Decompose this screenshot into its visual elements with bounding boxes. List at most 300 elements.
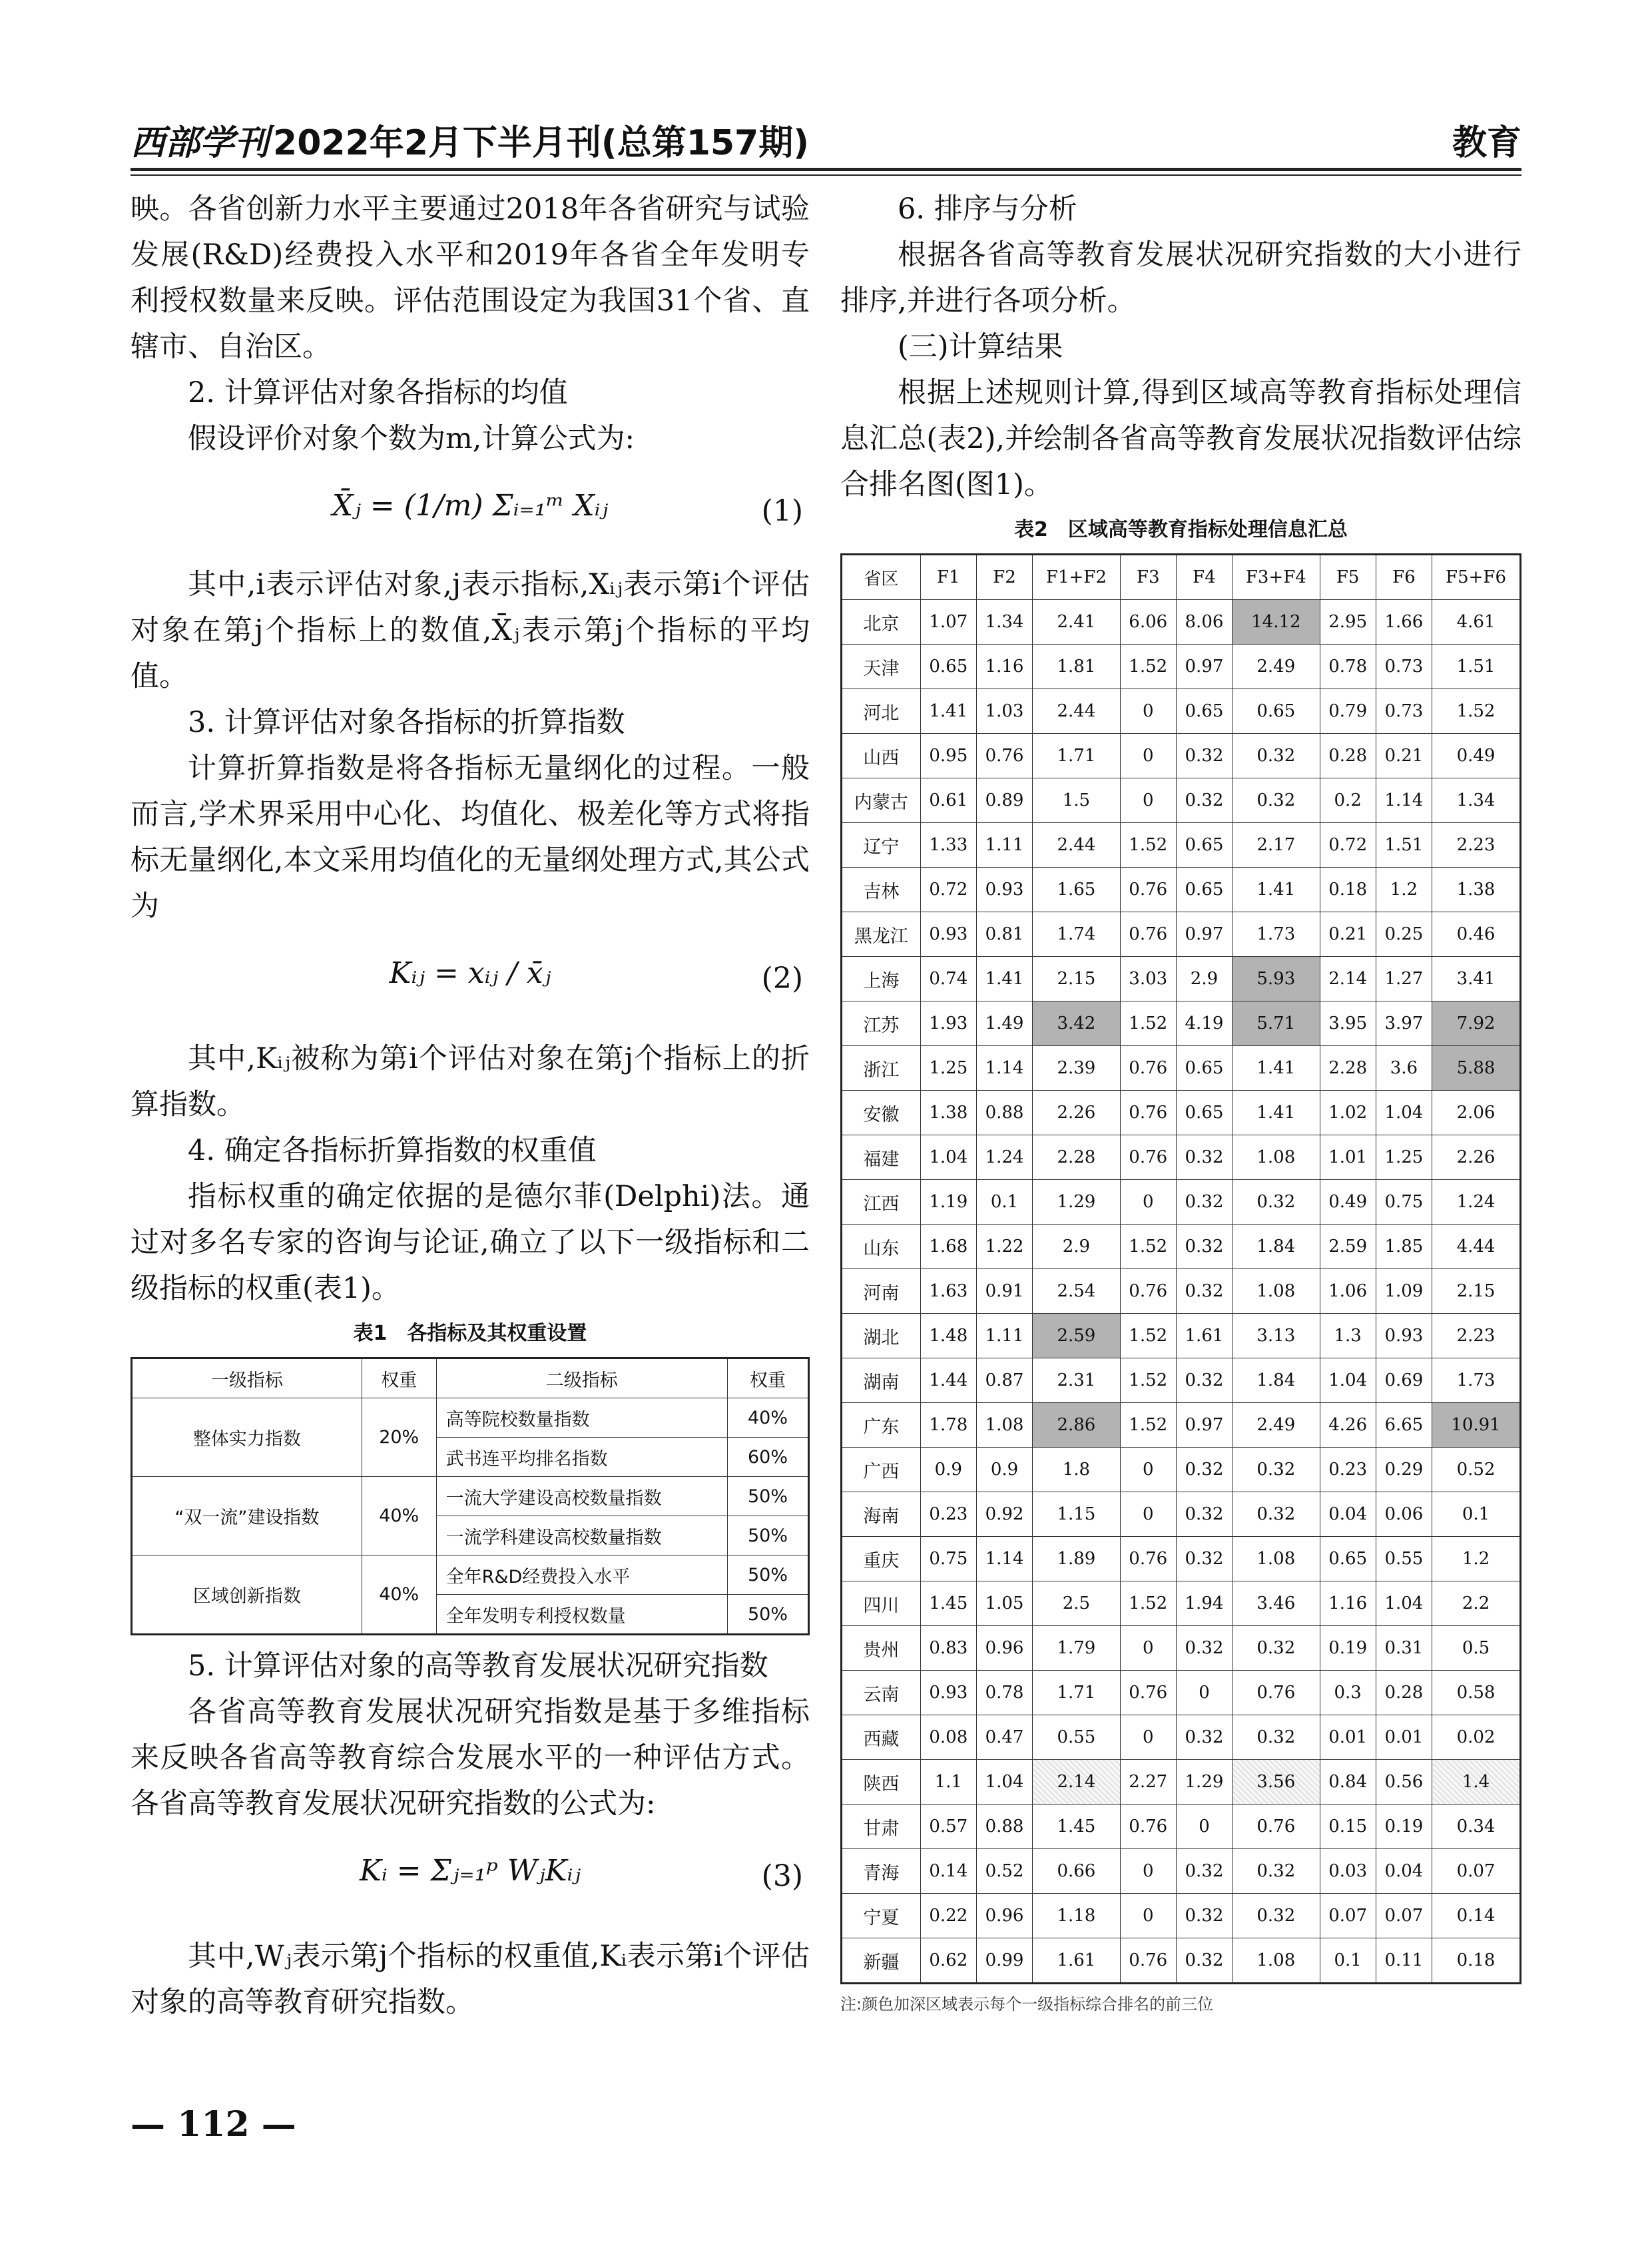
value-cell: 2.44 [1033, 689, 1121, 734]
value-cell: 0.34 [1432, 1805, 1521, 1849]
page-number: — 112 — [131, 2104, 296, 2145]
value-cell: 0.49 [1432, 734, 1521, 778]
column-header: F1+F2 [1033, 555, 1121, 600]
value-cell: 1.41 [1233, 1046, 1320, 1091]
paragraph: 计算折算指数是将各指标无量纲化的过程。一般而言,学术界采用中心化、均值化、极差化等方式将指标无量纲化,本文采用均值化的无量纲处理方式,其公式为 [131, 752, 810, 923]
value-cell: 0.93 [920, 1671, 976, 1715]
table-row [842, 1314, 1521, 1358]
table-row [842, 957, 1521, 1001]
value-cell: 3.03 [1120, 957, 1176, 1001]
value-cell: 1.52 [1120, 1314, 1176, 1358]
section-label: 教育 [1452, 123, 1521, 163]
value-cell: 0.22 [920, 1894, 976, 1938]
value-cell: 7.92 [1432, 1001, 1521, 1046]
column-header: F2 [976, 555, 1032, 600]
value-cell: 1.84 [1233, 1225, 1320, 1269]
primary-weight: 20% [362, 1398, 436, 1477]
table2-body [842, 600, 1521, 1984]
value-cell: 1.71 [1033, 1671, 1121, 1715]
primary-weight: 40% [362, 1477, 436, 1555]
value-cell: 1.09 [1376, 1269, 1432, 1314]
journal-issue [131, 115, 809, 164]
value-cell: 0.61 [920, 778, 976, 823]
value-cell: 0.76 [1120, 1135, 1176, 1180]
table-row [842, 1626, 1521, 1671]
value-cell: 0.75 [1376, 1180, 1432, 1225]
value-cell: 1.22 [976, 1225, 1032, 1269]
value-cell: 0.76 [1233, 1671, 1320, 1715]
value-cell: 1.34 [976, 600, 1032, 645]
column-header: F5+F6 [1432, 555, 1521, 600]
table-row [842, 1671, 1521, 1715]
value-cell: 1.14 [976, 1046, 1032, 1091]
table-row [842, 1715, 1521, 1760]
value-cell: 3.97 [1376, 1001, 1432, 1046]
table-row [842, 1225, 1521, 1269]
value-cell: 4.26 [1320, 1403, 1376, 1448]
value-cell: 1.8 [1033, 1448, 1121, 1492]
value-cell: 1.41 [1233, 1091, 1320, 1135]
table-row [842, 1403, 1521, 1448]
value-cell: 0.96 [976, 1626, 1032, 1671]
value-cell: 0.81 [976, 912, 1032, 957]
value-cell: 0.32 [1176, 1626, 1232, 1671]
value-cell: 1.52 [1120, 645, 1176, 689]
value-cell: 1.33 [920, 823, 976, 868]
value-cell: 1.79 [1033, 1626, 1121, 1671]
province-cell: 新疆 [842, 1938, 921, 1984]
value-cell: 0.18 [1320, 868, 1376, 912]
value-cell: 2.14 [1033, 1760, 1121, 1805]
value-cell: 0.65 [1176, 1046, 1232, 1091]
province-cell: 上海 [842, 957, 921, 1001]
value-cell: 0.96 [976, 1894, 1032, 1938]
value-cell: 0.72 [920, 868, 976, 912]
value-cell: 0.11 [1376, 1938, 1432, 1984]
value-cell: 1.71 [1033, 734, 1121, 778]
value-cell: 1.04 [976, 1760, 1032, 1805]
value-cell: 2.26 [1432, 1135, 1521, 1180]
value-cell: 3.6 [1376, 1046, 1432, 1091]
value-cell: 0.65 [1320, 1537, 1376, 1581]
value-cell: 0.66 [1033, 1849, 1121, 1894]
section-heading: 6. 排序与分析 [898, 192, 1077, 226]
value-cell: 0.76 [1120, 1805, 1176, 1849]
value-cell: 1.73 [1432, 1358, 1521, 1403]
province-cell: 海南 [842, 1492, 921, 1537]
value-cell: 2.59 [1320, 1225, 1376, 1269]
value-cell: 0.04 [1320, 1492, 1376, 1537]
value-cell: 0.46 [1432, 912, 1521, 957]
value-cell: 1.51 [1432, 645, 1521, 689]
value-cell: 1.29 [1176, 1760, 1232, 1805]
secondary-weight: 50% [727, 1477, 808, 1516]
value-cell: 1.38 [920, 1091, 976, 1135]
column-header: F6 [1376, 555, 1432, 600]
value-cell: 0 [1176, 1805, 1232, 1849]
value-cell: 3.41 [1432, 957, 1521, 1001]
value-cell: 1.52 [1120, 1001, 1176, 1046]
value-cell: 1.16 [976, 645, 1032, 689]
value-cell: 2.95 [1320, 600, 1376, 645]
value-cell: 0.2 [1320, 778, 1376, 823]
value-cell: 0.89 [976, 778, 1032, 823]
header-rule-thin [131, 174, 1521, 176]
value-cell: 1.08 [1233, 1135, 1320, 1180]
value-cell: 0.07 [1376, 1894, 1432, 1938]
value-cell: 0.32 [1233, 1492, 1320, 1537]
table-header-row [132, 1358, 809, 1398]
header-rule [131, 168, 1521, 171]
value-cell: 2.28 [1033, 1135, 1121, 1180]
paragraph: 根据上述规则计算,得到区域高等教育指标处理信息汇总(表2),并绘制各省高等教育发展状况指数评估综合排名图(图1)。 [840, 376, 1521, 501]
value-cell: 0.32 [1176, 1225, 1232, 1269]
value-cell: 6.65 [1376, 1403, 1432, 1448]
table-row [132, 1398, 809, 1438]
value-cell: 0.56 [1376, 1760, 1432, 1805]
province-cell: 黑龙江 [842, 912, 921, 957]
left-column [131, 186, 810, 2026]
table-row [842, 1046, 1521, 1091]
value-cell: 0.1 [1320, 1938, 1376, 1984]
value-cell: 0.32 [1176, 734, 1232, 778]
value-cell: 0.9 [976, 1448, 1032, 1492]
table-row [842, 600, 1521, 645]
value-cell: 3.56 [1233, 1760, 1320, 1805]
table-row [132, 1477, 809, 1516]
value-cell: 0.21 [1376, 734, 1432, 778]
table-row [842, 1358, 1521, 1403]
value-cell: 0.65 [1176, 823, 1232, 868]
value-cell: 0.76 [1120, 1938, 1176, 1984]
table-row [842, 1001, 1521, 1046]
value-cell: 1.65 [1033, 868, 1121, 912]
table-row [842, 778, 1521, 823]
table-row [842, 645, 1521, 689]
province-cell: 重庆 [842, 1537, 921, 1581]
value-cell: 1.15 [1033, 1492, 1121, 1537]
table-row [842, 868, 1521, 912]
value-cell: 0.32 [1176, 1492, 1232, 1537]
value-cell: 1.29 [1033, 1180, 1121, 1225]
province-cell: 浙江 [842, 1046, 921, 1091]
value-cell: 2.23 [1432, 823, 1521, 868]
province-cell: 江苏 [842, 1001, 921, 1046]
value-cell: 0.15 [1320, 1805, 1376, 1849]
value-cell: 1.4 [1432, 1760, 1521, 1805]
value-cell: 2.39 [1033, 1046, 1121, 1091]
secondary-indicator: 高等院校数量指数 [436, 1398, 727, 1438]
value-cell: 0 [1120, 1626, 1176, 1671]
value-cell: 0.55 [1376, 1537, 1432, 1581]
province-cell: 云南 [842, 1671, 921, 1715]
value-cell: 0 [1120, 1849, 1176, 1894]
value-cell: 1.24 [1432, 1180, 1521, 1225]
value-cell: 0.18 [1432, 1938, 1521, 1984]
formula-number: (1) [761, 494, 803, 528]
paragraph: 假设评价对象个数为m,计算公式为: [188, 422, 635, 455]
table-row [842, 1180, 1521, 1225]
value-cell: 1.05 [976, 1581, 1032, 1626]
value-cell: 1.25 [1376, 1135, 1432, 1180]
value-cell: 0.19 [1320, 1626, 1376, 1671]
province-cell: 辽宁 [842, 823, 921, 868]
value-cell: 0.76 [1120, 1671, 1176, 1715]
province-cell: 福建 [842, 1135, 921, 1180]
table-row [842, 1849, 1521, 1894]
value-cell: 1.51 [1376, 823, 1432, 868]
value-cell: 0.31 [1376, 1626, 1432, 1671]
value-cell: 3.95 [1320, 1001, 1376, 1046]
value-cell: 2.17 [1233, 823, 1320, 868]
value-cell: 0.28 [1320, 734, 1376, 778]
province-cell: 内蒙古 [842, 778, 921, 823]
value-cell: 0.95 [920, 734, 976, 778]
value-cell: 0.97 [1176, 1403, 1232, 1448]
value-cell: 0.1 [1432, 1492, 1521, 1537]
province-cell: 山东 [842, 1225, 921, 1269]
value-cell: 1.2 [1376, 868, 1432, 912]
value-cell: 0.57 [920, 1805, 976, 1849]
table-row [842, 1091, 1521, 1135]
value-cell: 0.78 [1320, 645, 1376, 689]
secondary-weight: 50% [727, 1595, 808, 1635]
secondary-indicator: 全年R&D经费投入水平 [436, 1555, 727, 1595]
paragraph: 其中,Wⱼ表示第j个指标的权重值,Kᵢ表示第i个评估对象的高等教育研究指数。 [131, 1940, 810, 2019]
value-cell: 0.87 [976, 1358, 1032, 1403]
value-cell: 0.74 [920, 957, 976, 1001]
value-cell: 0.76 [1120, 1046, 1176, 1091]
value-cell: 1.08 [976, 1403, 1032, 1448]
value-cell: 1.3 [1320, 1314, 1376, 1358]
value-cell: 0.32 [1176, 1180, 1232, 1225]
value-cell: 0.49 [1320, 1180, 1376, 1225]
value-cell: 0 [1176, 1671, 1232, 1715]
value-cell: 0.65 [1233, 689, 1320, 734]
value-cell: 0.03 [1320, 1849, 1376, 1894]
value-cell: 0.19 [1376, 1805, 1432, 1849]
province-cell: 山西 [842, 734, 921, 778]
value-cell: 0.99 [976, 1938, 1032, 1984]
value-cell: 0.29 [1376, 1448, 1432, 1492]
value-cell: 4.19 [1176, 1001, 1232, 1046]
province-cell: 安徽 [842, 1091, 921, 1135]
column-header: F1 [920, 555, 976, 600]
value-cell: 0.83 [920, 1626, 976, 1671]
value-cell: 1.11 [976, 823, 1032, 868]
value-cell: 1.45 [1033, 1805, 1121, 1849]
column-header: F4 [1176, 555, 1232, 600]
table-row [842, 1894, 1521, 1938]
value-cell: 1.52 [1120, 823, 1176, 868]
section-heading: 2. 计算评估对象各指标的均值 [188, 376, 568, 410]
value-cell: 1.81 [1033, 645, 1121, 689]
value-cell: 0.07 [1432, 1849, 1521, 1894]
value-cell: 0.32 [1233, 1849, 1320, 1894]
column-header: 一级指标 [132, 1358, 362, 1398]
value-cell: 2.06 [1432, 1091, 1521, 1135]
value-cell: 8.06 [1176, 600, 1232, 645]
value-cell: 0.14 [920, 1849, 976, 1894]
value-cell: 0.3 [1320, 1671, 1376, 1715]
table-row [842, 1492, 1521, 1537]
value-cell: 1.44 [920, 1358, 976, 1403]
table1 [131, 1357, 810, 1635]
value-cell: 0.04 [1376, 1849, 1432, 1894]
value-cell: 1.93 [920, 1001, 976, 1046]
value-cell: 0.65 [1176, 1091, 1232, 1135]
column-header: F3+F4 [1233, 555, 1320, 600]
value-cell: 2.86 [1033, 1403, 1121, 1448]
province-cell: 河北 [842, 689, 921, 734]
value-cell: 0.32 [1233, 1180, 1320, 1225]
value-cell: 1.01 [1320, 1135, 1376, 1180]
value-cell: 2.49 [1233, 1403, 1320, 1448]
value-cell: 0.01 [1376, 1715, 1432, 1760]
value-cell: 0.97 [1176, 645, 1232, 689]
value-cell: 1.25 [920, 1046, 976, 1091]
value-cell: 2.31 [1033, 1358, 1121, 1403]
table-row [842, 1805, 1521, 1849]
value-cell: 0.32 [1233, 1626, 1320, 1671]
value-cell: 0 [1120, 1894, 1176, 1938]
value-cell: 2.44 [1033, 823, 1121, 868]
value-cell: 14.12 [1233, 600, 1320, 645]
value-cell: 0.69 [1376, 1358, 1432, 1403]
value-cell: 2.9 [1033, 1225, 1121, 1269]
value-cell: 1.66 [1376, 600, 1432, 645]
value-cell: 1.19 [920, 1180, 976, 1225]
value-cell: 0.23 [1320, 1448, 1376, 1492]
journal-logo: 西部学刊 [131, 123, 270, 163]
formula-expression: Kᵢⱼ = xᵢⱼ / x̄ⱼ [389, 956, 551, 990]
value-cell: 0.32 [1176, 1537, 1232, 1581]
table-header-row [842, 555, 1521, 600]
value-cell: 2.49 [1233, 645, 1320, 689]
secondary-indicator: 一流大学建设高校数量指数 [436, 1477, 727, 1516]
table-row [842, 734, 1521, 778]
value-cell: 1.14 [1376, 778, 1432, 823]
value-cell: 1.27 [1376, 957, 1432, 1001]
value-cell: 0.02 [1432, 1715, 1521, 1760]
table-row [842, 1581, 1521, 1626]
province-cell: 江西 [842, 1180, 921, 1225]
value-cell: 1.78 [920, 1403, 976, 1448]
primary-indicator: 整体实力指数 [132, 1398, 362, 1477]
section-heading: 3. 计算评估对象各指标的折算指数 [188, 706, 625, 739]
value-cell: 0.76 [1120, 868, 1176, 912]
paragraph: 各省高等教育发展状况研究指数是基于多维指标来反映各省高等教育综合发展水平的一种评估方式。各省高等教育发展状况研究指数的公式为: [131, 1695, 810, 1821]
secondary-indicator: 全年发明专利授权数量 [436, 1595, 727, 1635]
paragraph: 映。各省创新力水平主要通过2018年各省研究与试验发展(R&D)经费投入水平和2019年各省全年发明专利授权数量来反映。评估范围设定为我国31个省、直辖市、自治区。 [131, 192, 810, 364]
value-cell: 1.04 [1320, 1358, 1376, 1403]
value-cell: 0.14 [1432, 1894, 1521, 1938]
value-cell: 0.76 [1120, 1269, 1176, 1314]
value-cell: 1.52 [1120, 1225, 1176, 1269]
value-cell: 0.75 [920, 1537, 976, 1581]
value-cell: 10.91 [1432, 1403, 1521, 1448]
value-cell: 0.32 [1233, 1715, 1320, 1760]
value-cell: 5.71 [1233, 1001, 1320, 1046]
value-cell: 0.32 [1233, 1894, 1320, 1938]
table-row [842, 1448, 1521, 1492]
value-cell: 0 [1120, 734, 1176, 778]
value-cell: 0.52 [976, 1849, 1032, 1894]
value-cell: 0.32 [1176, 1894, 1232, 1938]
value-cell: 0.5 [1432, 1626, 1521, 1671]
value-cell: 2.23 [1432, 1314, 1521, 1358]
value-cell: 2.2 [1432, 1581, 1521, 1626]
table-row [842, 1537, 1521, 1581]
value-cell: 2.59 [1033, 1314, 1121, 1358]
value-cell: 0.92 [976, 1492, 1032, 1537]
value-cell: 0.72 [1320, 823, 1376, 868]
value-cell: 0.32 [1176, 1358, 1232, 1403]
value-cell: 2.15 [1033, 957, 1121, 1001]
value-cell: 1.03 [976, 689, 1032, 734]
value-cell: 0.62 [920, 1938, 976, 1984]
secondary-indicator: 武书连平均排名指数 [436, 1438, 727, 1477]
value-cell: 1.04 [1376, 1091, 1432, 1135]
value-cell: 1.02 [1320, 1091, 1376, 1135]
value-cell: 2.28 [1320, 1046, 1376, 1091]
value-cell: 2.54 [1033, 1269, 1121, 1314]
column-header: F3 [1120, 555, 1176, 600]
province-cell: 西藏 [842, 1715, 921, 1760]
value-cell: 0.07 [1320, 1894, 1376, 1938]
value-cell: 0.91 [976, 1269, 1032, 1314]
value-cell: 1.1 [920, 1760, 976, 1805]
secondary-weight: 50% [727, 1516, 808, 1555]
value-cell: 1.61 [1033, 1938, 1121, 1984]
value-cell: 0.01 [1320, 1715, 1376, 1760]
value-cell: 0.21 [1320, 912, 1376, 957]
value-cell: 1.61 [1176, 1314, 1232, 1358]
paragraph: 指标权重的确定依据的是德尔菲(Delphi)法。通过对多名专家的咨询与论证,确立了以下一级指标和二级指标的权重(表1)。 [131, 1180, 810, 1305]
value-cell: 1.07 [920, 600, 976, 645]
province-cell: 甘肃 [842, 1805, 921, 1849]
value-cell: 1.89 [1033, 1537, 1121, 1581]
value-cell: 1.49 [976, 1001, 1032, 1046]
value-cell: 1.52 [1120, 1403, 1176, 1448]
value-cell: 0.65 [1176, 868, 1232, 912]
formula-1 [131, 462, 810, 562]
value-cell: 0 [1120, 1715, 1176, 1760]
value-cell: 0.76 [1233, 1805, 1320, 1849]
value-cell: 0.28 [1376, 1671, 1432, 1715]
value-cell: 0.32 [1176, 778, 1232, 823]
formula-expression: Kᵢ = Σⱼ₌₁ᵖ WⱼKᵢⱼ [360, 1854, 581, 1888]
province-cell: 陕西 [842, 1760, 921, 1805]
formula-number: (2) [761, 962, 803, 995]
paragraph: 其中,i表示评估对象,j表示指标,Xᵢⱼ表示第i个评估对象在第j个指标上的数值,X̄ⱼ表示第j个指标的平均值。 [131, 568, 810, 693]
value-cell: 6.06 [1120, 600, 1176, 645]
value-cell: 1.08 [1233, 1938, 1320, 1984]
value-cell: 0.93 [920, 912, 976, 957]
value-cell: 0.88 [976, 1091, 1032, 1135]
value-cell: 1.41 [976, 957, 1032, 1001]
secondary-weight: 60% [727, 1438, 808, 1477]
section-heading: 4. 确定各指标折算指数的权重值 [188, 1134, 597, 1167]
value-cell: 0.32 [1176, 1715, 1232, 1760]
value-cell: 1.38 [1432, 868, 1521, 912]
value-cell: 0.32 [1176, 1135, 1232, 1180]
table-row [842, 1135, 1521, 1180]
value-cell: 1.14 [976, 1537, 1032, 1581]
column-header: 权重 [727, 1358, 808, 1398]
province-cell: 宁夏 [842, 1894, 921, 1938]
value-cell: 1.41 [1233, 868, 1320, 912]
